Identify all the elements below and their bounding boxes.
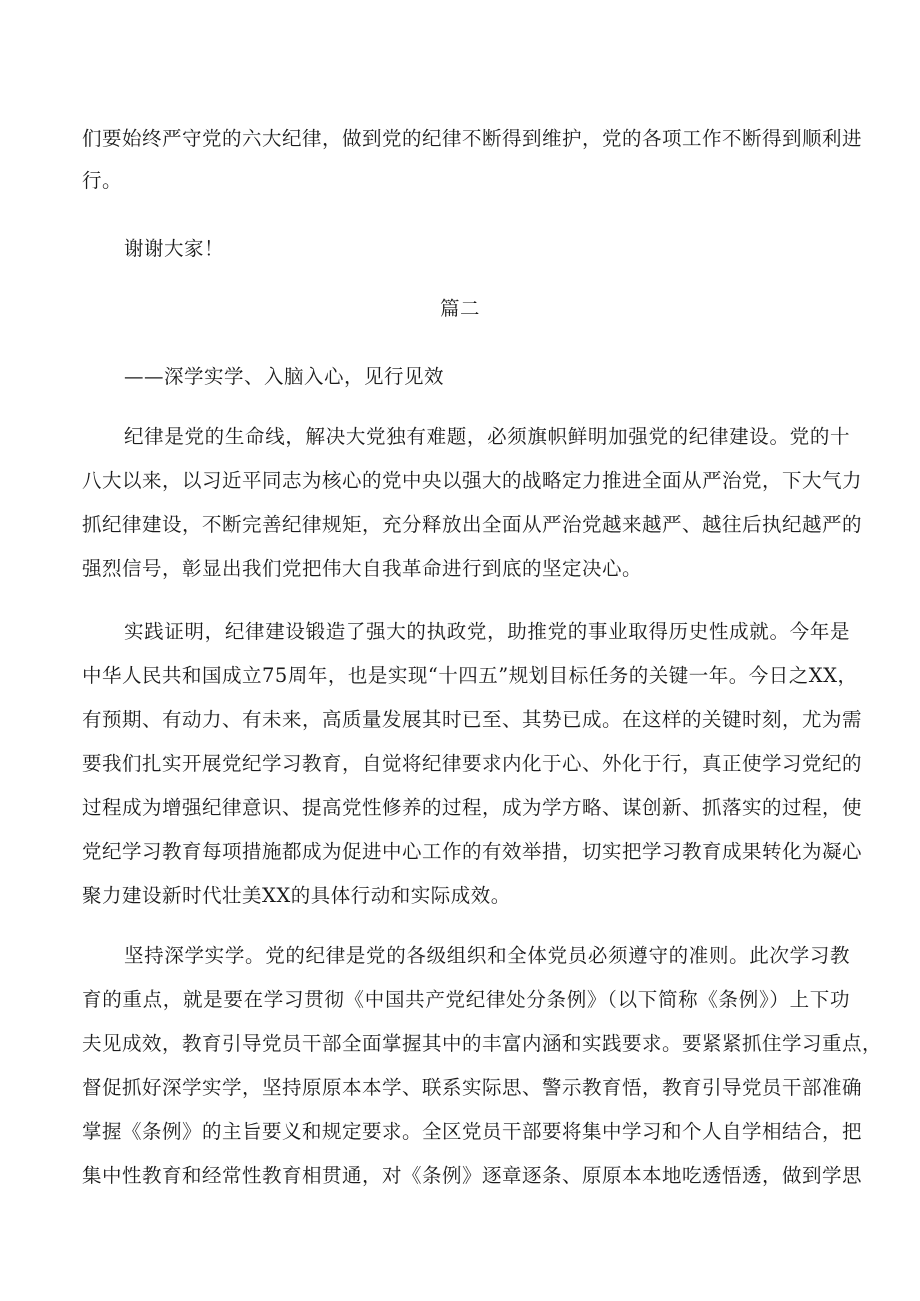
paragraph-line: 抓纪律建设，不断完善纪律规矩，充分释放出全面从严治党越来越严、越往后执纪越严的 bbox=[82, 513, 863, 536]
text-line bbox=[0, 167, 920, 195]
text-line bbox=[0, 794, 920, 822]
text-line bbox=[0, 618, 920, 646]
paragraph-line: 强烈信号，彰显出我们党把伟大自我革命进行到底的坚定决心。 bbox=[82, 557, 643, 580]
paragraph-line: 有预期、有动力、有未来，高质量发展其时已至、其势已成。在这样的关键时刻，尤为需 bbox=[82, 708, 863, 731]
section-heading: 篇二 bbox=[439, 297, 480, 320]
paragraph-line: 实践证明，纪律建设锻造了强大的执政党，助推党的事业取得历史性成就。今年是 bbox=[124, 620, 850, 643]
paragraph-line: 集中性教育和经常性教育相贯通，对《条例》逐章逐条、原原本本地吃透悟透，做到学思 bbox=[82, 1164, 863, 1187]
text-line bbox=[0, 838, 920, 866]
text-line bbox=[0, 555, 920, 583]
paragraph-line: 督促抓好深学实学，坚持原原本本学、联系实际思、警示教育悟，教育引导党员干部准确 bbox=[82, 1076, 863, 1099]
text-line bbox=[0, 235, 920, 263]
text-line bbox=[0, 423, 920, 451]
text-line bbox=[0, 662, 920, 690]
text-line bbox=[0, 1162, 920, 1190]
paragraph-line: 坚持深学实学。党的纪律是党的各级组织和全体党员必须遵守的准则。此次学习教 bbox=[124, 944, 850, 967]
text-line bbox=[0, 1030, 920, 1058]
paragraph-line: 育的重点，就是要在学习贯彻《中国共产党纪律处分条例》（以下简称《条例》）上下功 bbox=[82, 988, 850, 1011]
paragraph-line: 掌握《条例》的主旨要义和规定要求。全区党员干部要将集中学习和个人自学相结合，把 bbox=[82, 1120, 863, 1143]
text-line bbox=[0, 467, 920, 495]
text-line bbox=[0, 986, 920, 1014]
paragraph-line: 们要始终严守党的六大纪律，做到党的纪律不断得到维护，党的各项工作不断得到顺利进 bbox=[82, 127, 863, 150]
paragraph-line: 过程成为增强纪律意识、提高党性修养的过程，成为学方略、谋创新、抓落实的过程，使 bbox=[82, 796, 863, 819]
text-line bbox=[0, 363, 920, 391]
text-line bbox=[0, 942, 920, 970]
paragraph-line: 中华人民共和国成立75周年，也是实现“十四五”规划目标任务的关键一年。今日之XX， bbox=[82, 664, 858, 687]
paragraph-line: 行。 bbox=[82, 169, 123, 192]
paragraph-line: 党纪学习教育每项措施都成为促进中心工作的有效举措，切实把学习教育成果转化为凝心 bbox=[82, 840, 863, 863]
paragraph-line: 要我们扎实开展党纪学习教育，自觉将纪律要求内化于心、外化于行，真正使学习党纪的 bbox=[82, 752, 863, 775]
section-subtitle: ——深学实学、入脑入心，见行见效 bbox=[124, 365, 445, 388]
text-line bbox=[0, 882, 920, 910]
paragraph-line: 聚力建设新时代壮美XX的具体行动和实际成效。 bbox=[82, 884, 511, 907]
text-line bbox=[0, 1118, 920, 1146]
text-line bbox=[0, 706, 920, 734]
text-line bbox=[0, 750, 920, 778]
text-line bbox=[0, 511, 920, 539]
text-line bbox=[0, 295, 920, 323]
paragraph-line: 纪律是党的生命线，解决大党独有难题，必须旗帜鲜明加强党的纪律建设。党的十 bbox=[124, 425, 850, 448]
paragraph-line: 夫见成效，教育引导党员干部全面掌握其中的丰富内涵和实践要求。要紧紧抓住学习重点， bbox=[82, 1032, 883, 1055]
paragraph-line: 八大以来，以习近平同志为核心的党中央以强大的战略定力推进全面从严治党，下大气力 bbox=[82, 469, 863, 492]
text-line bbox=[0, 1074, 920, 1102]
closing-remark: 谢谢大家！ bbox=[124, 237, 225, 260]
text-line bbox=[0, 125, 920, 153]
